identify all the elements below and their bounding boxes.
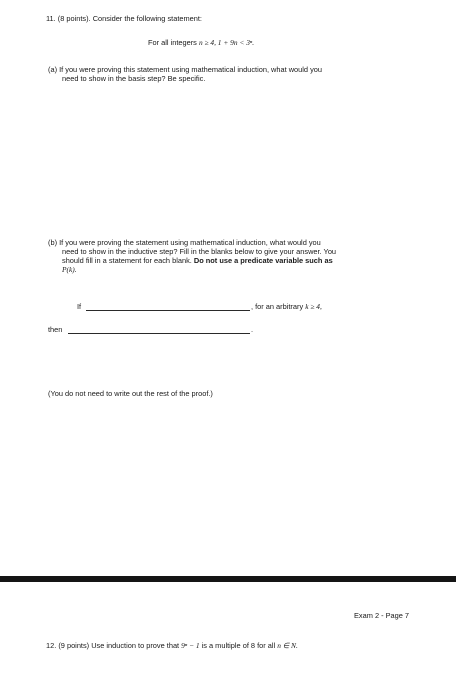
if-label: If	[77, 302, 82, 311]
page-number: Exam 2 - Page 7	[354, 611, 410, 620]
q12-prefix: 12. (9 points) Use induction to prove that	[46, 641, 182, 650]
q11-statement	[148, 38, 254, 47]
then-blank[interactable]	[68, 333, 250, 334]
arbitrary-prefix: , for an arbitrary	[251, 302, 306, 311]
proof-note: (You do not need to write out the rest of the proof.)	[48, 389, 213, 398]
q12-math2: n ∈ N.	[277, 641, 298, 650]
q12-mid: is a multiple of 8 for all	[199, 641, 278, 650]
q11-statement-prefix: For all integers	[148, 38, 199, 47]
q11b-line3-bold: Do not use a predicate variable such as	[193, 256, 333, 265]
then-period: .	[251, 325, 254, 334]
then-label: then	[48, 325, 63, 334]
page-divider	[0, 576, 456, 582]
q11b-line2: need to show in the inductive step? Fill in the blanks below to give your answer. You	[62, 247, 337, 256]
q11b-line1: (b) If you were proving the statement using mathematical induction, what would you	[48, 238, 321, 247]
q11a-line2: need to show in the basis step? Be specific.	[62, 74, 206, 83]
q11b-line3-normal: should fill in a statement for each blank.	[62, 256, 194, 265]
q12-text	[46, 641, 298, 650]
q11a-line1: (a) If you were proving this statement using mathematical induction, what would you	[48, 65, 323, 74]
q11b-line4: P(k).	[62, 265, 77, 274]
q11b-line3	[62, 256, 333, 265]
arbitrary-clause	[251, 302, 322, 311]
arbitrary-math: k ≥ 4,	[305, 302, 322, 311]
q11-statement-math: n ≥ 4, 1 + 9n < 3ⁿ.	[198, 38, 255, 47]
if-blank[interactable]	[86, 310, 250, 311]
q12-math1: 9ⁿ − 1	[181, 641, 200, 650]
q11-header: 11. (8 points). Consider the following statement:	[46, 14, 202, 23]
